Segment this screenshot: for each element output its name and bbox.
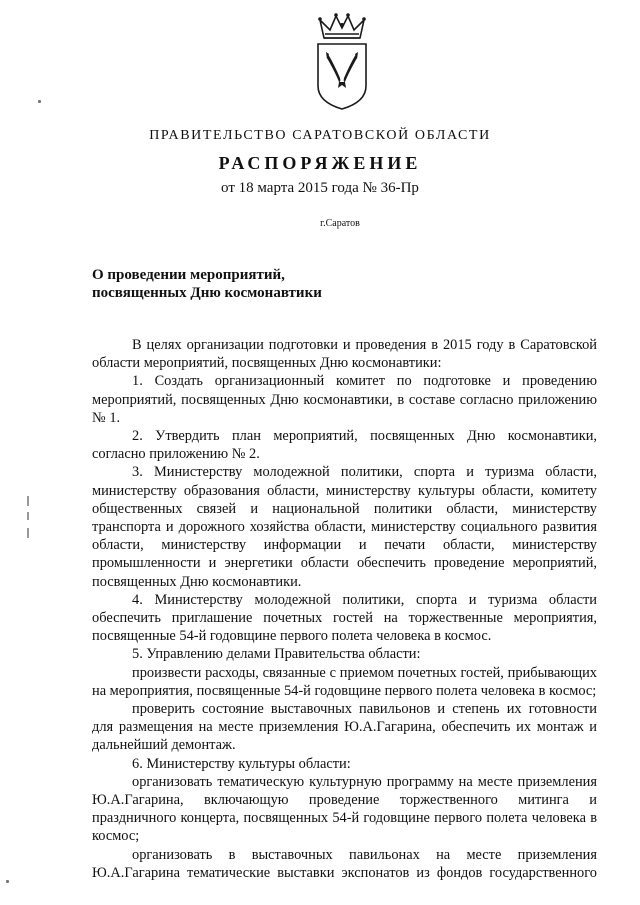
body-paragraph: проверить состояние выставочных павильонов и степень их готовности для размещения на месте приземления Ю.А.Гагарина, обеспечить их монтаж и дальнейший демонтаж. xyxy=(92,701,597,754)
body-paragraph: 3. Министерству молодежной политики, спорта и туризма области, министерству образования области, министерству культуры области, комитету общественных связей и национальной политики области, министерству транспорта и дорожного хозяйства области, министерству социального развития области, министерству информации и печати области, министерству промышленности и энергетики области обеспечить проведение мероприятий, посвященных Дню космонавтики. xyxy=(92,464,597,590)
body-paragraph: организовать тематическую культурную программу на месте приземления Ю.А.Гагарина, включающую проведение торжественного митинга и праздничного концерта, посвященных 54-й годовщине первого полета человека в космос; xyxy=(92,773,597,845)
body-paragraph: 5. Управлению делами Правительства области: xyxy=(132,646,421,663)
scan-mark xyxy=(27,512,29,520)
document-date-number: от 18 марта 2015 года № 36-Пр xyxy=(221,180,419,196)
subject-line: посвященных Дню космонавтики xyxy=(92,285,322,301)
scan-mark xyxy=(27,496,29,506)
government-title: ПРАВИТЕЛЬСТВО САРАТОВСКОЙ ОБЛАСТИ xyxy=(149,128,491,143)
body-paragraph: В целях организации подготовки и проведения в 2015 году в Саратовской области мероприятий, посвященных Дню космонавтики: xyxy=(92,337,597,372)
subject-line: О проведении мероприятий, xyxy=(92,267,285,283)
body-paragraph: 6. Министерству культуры области: xyxy=(132,755,351,772)
body-paragraph: организовать в выставочных павильонах на месте приземления Ю.А.Гагарина тематические выставки экспонатов из фондов государственного xyxy=(92,846,597,881)
body-paragraph: произвести расходы, связанные с приемом почетных гостей, прибывающих на мероприятия, посвященные 54-й годовщине первого полета человека в космос; xyxy=(92,664,597,699)
scan-speck xyxy=(6,880,9,883)
document-subject xyxy=(92,266,322,302)
body-paragraph: 2. Утвердить план мероприятий, посвященных Дню космонавтики, согласно приложению № 2. xyxy=(92,428,597,463)
body-paragraph: 1. Создать организационный комитет по подготовке и проведению мероприятий, посвященных Дню космонавтики, в составе согласно приложению № 1. xyxy=(92,373,597,426)
scan-mark xyxy=(27,528,29,538)
document-city: г.Саратов xyxy=(320,218,360,229)
document-body xyxy=(92,336,597,882)
document-type: РАСПОРЯЖЕНИЕ xyxy=(218,153,422,173)
scan-speck xyxy=(38,100,41,103)
body-paragraph: 4. Министерству молодежной политики, спорта и туризма области обеспечить приглашение почетных гостей на торжественные мероприятия, посвященные 54-й годовщине первого полета человека в космос. xyxy=(92,591,597,645)
saratov-coat-of-arms-icon xyxy=(310,12,374,112)
